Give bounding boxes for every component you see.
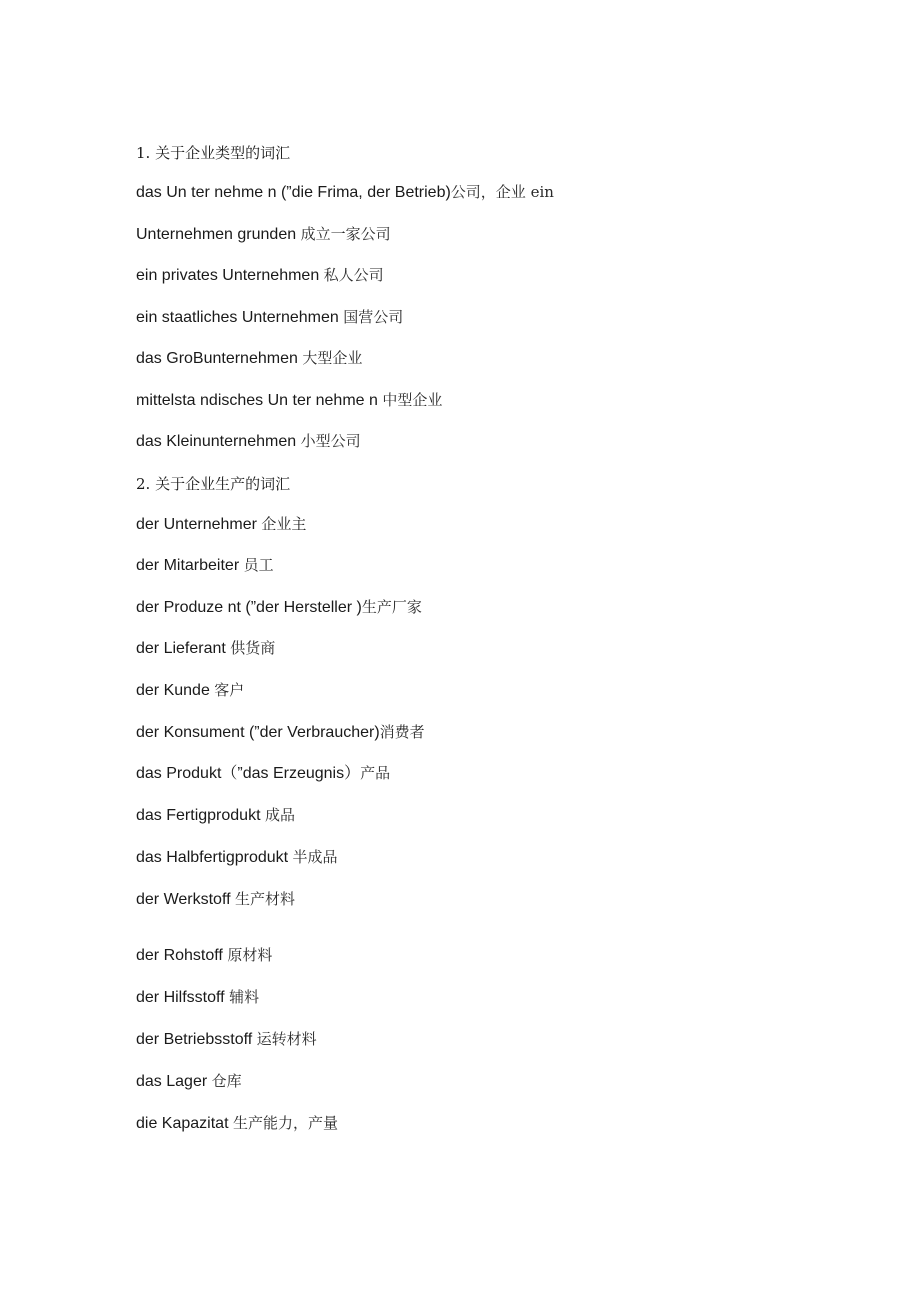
german-term: das GroBunternehmen xyxy=(136,350,303,367)
vocab-entry xyxy=(136,307,403,328)
vocab-entry xyxy=(136,182,554,203)
vocab-entry xyxy=(136,987,259,1008)
chinese-translation: 仓库 xyxy=(211,1072,242,1090)
german-term: das Fertigprodukt xyxy=(136,807,265,824)
chinese-translation: 客户 xyxy=(214,681,245,699)
vocab-entry xyxy=(136,555,274,576)
vocab-entry xyxy=(136,1113,338,1134)
section-heading-1: 1. 关于企业类型的词汇 xyxy=(136,144,291,162)
german-term: der Betriebsstoff xyxy=(136,1031,257,1048)
chinese-translation: 供货商 xyxy=(230,639,276,657)
vocab-entry xyxy=(136,1029,317,1050)
german-term: der Mitarbeiter xyxy=(136,557,244,574)
german-term: der Unternehmer xyxy=(136,516,262,533)
german-term: Unternehmen grunden xyxy=(136,226,301,243)
vocab-entry xyxy=(136,265,384,286)
german-term: das Halbfertigprodukt xyxy=(136,849,293,866)
chinese-translation: 企业主 xyxy=(261,515,307,533)
chinese-translation: 半成品 xyxy=(292,848,338,866)
vocab-entry xyxy=(136,889,295,910)
section-heading-2: 2. 关于企业生产的词汇 xyxy=(136,475,291,493)
vocab-entry xyxy=(136,431,361,452)
german-term: der Lieferant xyxy=(136,640,231,657)
vocab-entry xyxy=(136,1071,242,1092)
chinese-translation: 成品 xyxy=(264,806,295,824)
vocab-entry xyxy=(136,680,244,701)
vocab-entry xyxy=(136,847,338,868)
german-term: ein staatliches Unternehmen xyxy=(136,309,344,326)
chinese-translation: 原材料 xyxy=(227,946,273,964)
chinese-translation: 小型公司 xyxy=(300,432,361,450)
vocab-entry xyxy=(136,224,391,245)
german-term: der Hilfsstoff xyxy=(136,989,230,1006)
german-term: der Kunde xyxy=(136,682,215,699)
german-term: die Kapazitat xyxy=(136,1115,233,1132)
chinese-translation: 生产厂家 xyxy=(361,598,422,616)
german-term: das Kleinunternehmen xyxy=(136,433,301,450)
vocab-entry xyxy=(136,390,442,411)
chinese-translation: 私人公司 xyxy=(323,266,384,284)
vocab-entry xyxy=(136,348,362,369)
chinese-translation: 消费者 xyxy=(379,723,425,741)
german-term: der Rohstoff xyxy=(136,947,228,964)
chinese-translation: 运转材料 xyxy=(256,1030,317,1048)
chinese-translation: 成立一家公司 xyxy=(300,225,391,243)
chinese-translation: 大型企业 xyxy=(302,349,363,367)
german-term: das Produkt（”das Erzeugnis） xyxy=(136,765,361,782)
chinese-translation: 辅料 xyxy=(229,988,260,1006)
german-term: das Un ter nehme n (”die Frima, der Betrieb) xyxy=(136,184,451,201)
german-term: der Konsument (”der Verbraucher) xyxy=(136,724,380,741)
german-term: ein privates Unternehmen xyxy=(136,267,324,284)
chinese-translation: 生产材料 xyxy=(235,890,296,908)
german-term: der Produze nt (”der Hersteller ) xyxy=(136,599,362,616)
vocab-entry xyxy=(136,805,295,826)
vocab-entry xyxy=(136,514,306,535)
vocab-entry xyxy=(136,638,275,659)
chinese-translation: 中型企业 xyxy=(382,391,443,409)
chinese-translation: 国营公司 xyxy=(343,308,404,326)
chinese-translation: 公司，企业 ein xyxy=(450,183,554,201)
german-term: mittelsta ndisches Un ter nehme n xyxy=(136,392,383,409)
chinese-translation: 生产能力，产量 xyxy=(232,1114,338,1132)
vocab-entry xyxy=(136,763,390,784)
vocab-entry xyxy=(136,722,425,743)
chinese-translation: 员工 xyxy=(243,556,274,574)
vocab-entry xyxy=(136,945,272,966)
german-term: das Lager xyxy=(136,1073,212,1090)
german-term: der Werkstoff xyxy=(136,891,235,908)
vocab-entry xyxy=(136,597,422,618)
chinese-translation: 产品 xyxy=(360,764,391,782)
